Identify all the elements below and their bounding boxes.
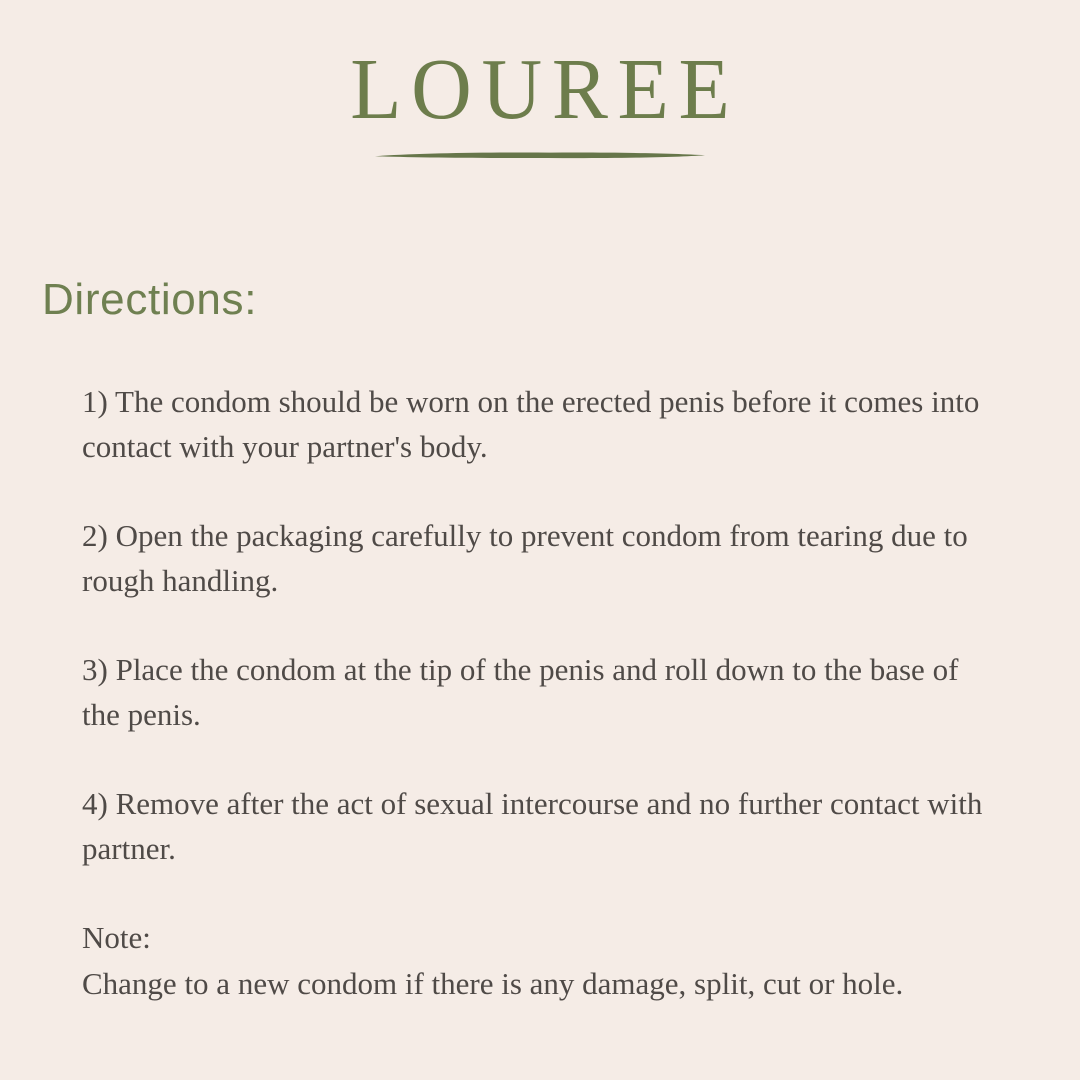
note-label: Note: xyxy=(82,919,151,955)
note-block xyxy=(82,915,987,1007)
direction-step-4: 4) Remove after the act of sexual intercourse and no further contact with partner. xyxy=(82,785,983,866)
brand-logo: LOUREE xyxy=(350,41,740,138)
direction-step-2: 2) Open the packaging carefully to prevent condom from tearing due to rough handling. xyxy=(82,517,968,598)
directions-list xyxy=(82,379,987,1007)
directions-heading: Directions: xyxy=(42,275,258,324)
brand-header xyxy=(0,41,1080,162)
directions-content xyxy=(42,274,1030,1007)
direction-step-1: 1) The condom should be worn on the erected penis before it comes into contact with your partner's body. xyxy=(82,383,980,464)
direction-step-3: 3) Place the condom at the tip of the penis and roll down to the base of the penis. xyxy=(82,651,959,732)
note-text: Change to a new condom if there is any damage, split, cut or hole. xyxy=(82,965,904,1001)
brand-underline-brush-stroke xyxy=(372,148,708,162)
